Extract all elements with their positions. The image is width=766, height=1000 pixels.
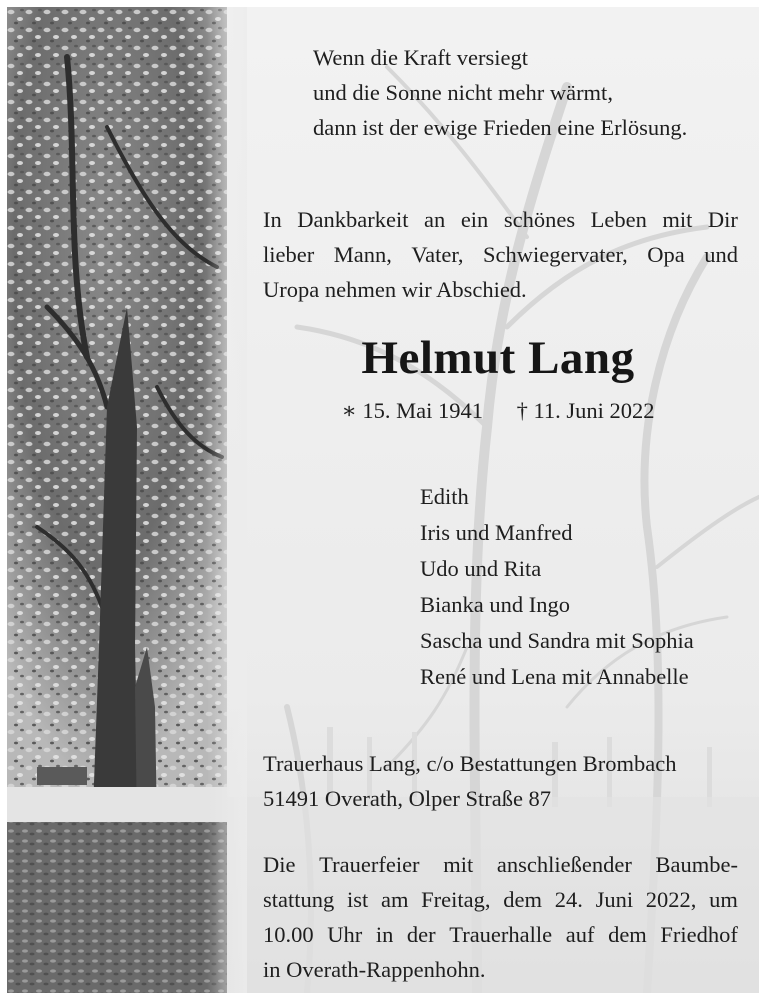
ceremony-line — [263, 882, 738, 917]
birth-date: ∗ 15. Mai 1941 — [341, 398, 483, 423]
farewell-line — [263, 237, 738, 272]
word: dem — [608, 922, 647, 947]
word: stattung — [263, 887, 335, 912]
word: ein — [460, 207, 489, 232]
address-line: 51491 Overath, Olper Straße 87 — [263, 786, 552, 811]
word: 10.00 — [263, 922, 314, 947]
mourners-list — [420, 479, 694, 695]
word: Dankbarkeit — [297, 207, 409, 232]
word: mit — [443, 852, 474, 877]
word: an — [424, 207, 446, 232]
word: Leben — [590, 207, 647, 232]
mourner-entry: Edith — [420, 484, 469, 509]
mourner-entry: René und Lena mit Annabelle — [420, 664, 689, 689]
mourner-entry: Iris und Manfred — [420, 520, 573, 545]
death-date: † 11. Juni 2022 — [516, 398, 655, 423]
photo-fade-overlay — [207, 7, 247, 993]
funeral-ceremony-info — [263, 847, 738, 987]
word: Freitag, — [421, 887, 491, 912]
word: Trauerhalle — [449, 922, 553, 947]
mourner-entry: Sascha und Sandra mit Sophia — [420, 628, 694, 653]
word: Schwiegervater, — [483, 242, 628, 267]
word: lieber — [263, 242, 315, 267]
farewell-paragraph — [263, 202, 738, 307]
obituary-notice — [7, 7, 759, 993]
word: Juni — [595, 887, 634, 912]
life-dates — [263, 398, 733, 424]
word: Dir — [707, 207, 738, 232]
word: und — [704, 242, 738, 267]
word: auf — [565, 922, 595, 947]
mourning-house-address — [263, 746, 676, 816]
word: Die — [263, 852, 296, 877]
ceremony-line — [263, 847, 738, 882]
word: anschließender — [496, 852, 632, 877]
address-line: Trauerhaus Lang, c/o Bestattungen Brombach — [263, 751, 677, 776]
mourner-entry: Udo und Rita — [420, 556, 542, 581]
farewell-line: Uropa nehmen wir Abschied. — [263, 277, 527, 302]
mourner-entry: Bianka und Ingo — [420, 592, 570, 617]
word: In — [263, 207, 282, 232]
ceremony-line — [263, 917, 738, 952]
word: Opa — [647, 242, 685, 267]
ceremony-line: in Overath-Rappenhohn. — [263, 957, 486, 982]
word: Mann, — [333, 242, 392, 267]
word: 2022, — [645, 887, 697, 912]
poem-line: Wenn die Kraft versiegt — [313, 45, 528, 70]
poem-line: und die Sonne nicht mehr wärmt, — [313, 80, 613, 105]
word: um — [709, 887, 738, 912]
word: am — [380, 887, 409, 912]
word: schönes — [503, 207, 576, 232]
word: Trauerfeier — [319, 852, 420, 877]
word: dem — [503, 887, 542, 912]
poem-line: dann ist der ewige Frieden eine Erlösung. — [313, 115, 688, 140]
word: in — [375, 922, 394, 947]
poem — [313, 40, 687, 145]
word: Uhr — [327, 922, 363, 947]
word: Baumbe- — [655, 852, 738, 877]
tree-photo — [7, 7, 227, 993]
farewell-line — [263, 202, 738, 237]
word: 24. — [554, 887, 583, 912]
word: ist — [346, 887, 369, 912]
word: der — [406, 922, 436, 947]
deceased-name: Helmut Lang — [361, 332, 635, 384]
word: Friedhof — [660, 922, 738, 947]
word: Vater, — [411, 242, 464, 267]
word: mit — [662, 207, 693, 232]
